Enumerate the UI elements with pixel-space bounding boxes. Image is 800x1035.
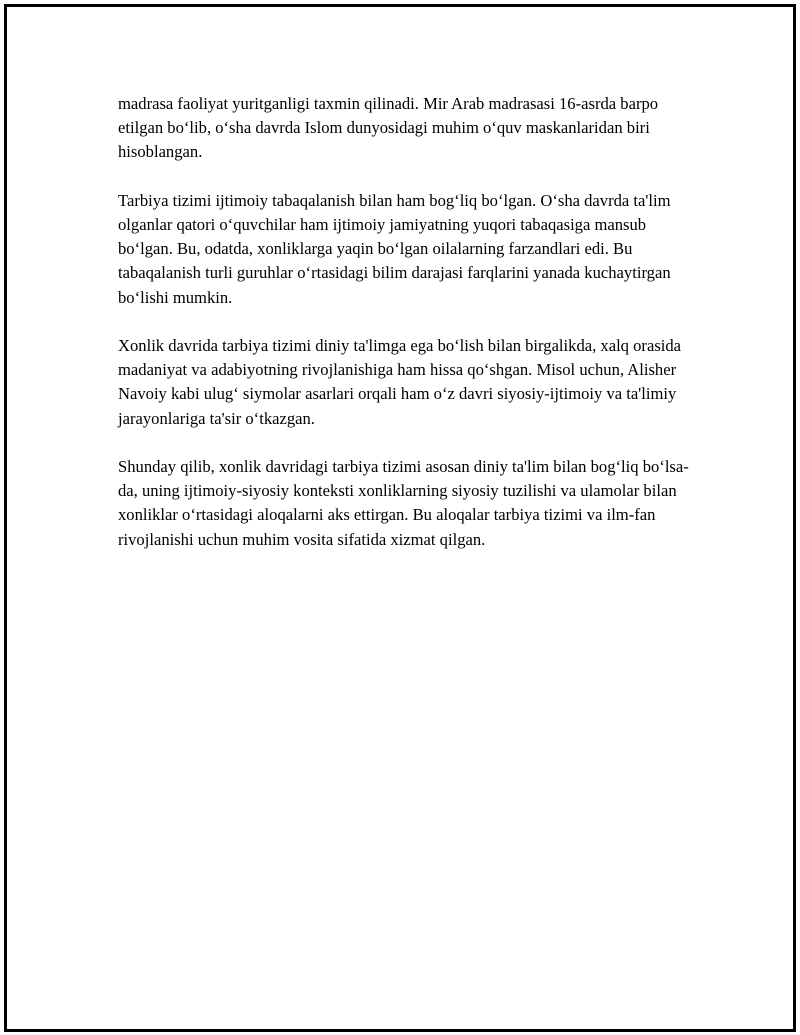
document-body — [118, 92, 698, 576]
paragraph-3: Xonlik davrida tarbiya tizimi diniy ta'limga ega bo‘lish bilan birgalikda, xalq orasida madaniyat va adabiyotning rivojlanishiga ham hissa qo‘shgan. Misol uchun, Alisher Navoiy kabi ulug‘ siymolar asarlari orqali ham o‘z davri siyosiy-ijtimoiy va ta'limiy jarayonlariga ta'sir o‘tkazgan. — [118, 336, 682, 428]
paragraph-4: Shunday qilib, xonlik davridagi tarbiya tizimi asosan diniy ta'lim bilan bog‘liq bo‘lsa-da, uning ijtimoiy-siyosiy konteksti xonliklarning siyosiy tuzilishi va ulamolar bilan xonliklar o‘rtasidagi aloqalarni aks ettirgan. Bu aloqalar tarbiya tizimi va ilm-fan rivojlanishi uchun muhim vosita sifatida xizmat qilgan. — [118, 457, 689, 549]
paragraph-1: madrasa faoliyat yuritganligi taxmin qilinadi. Mir Arab madrasasi 16-asrda barpo etilgan bo‘lib, o‘sha davrda Islom dunyosidagi muhim o‘quv maskanlaridan biri hisoblangan. — [118, 94, 659, 162]
paragraph-2: Tarbiya tizimi ijtimoiy tabaqalanish bilan ham bog‘liq bo‘lgan. O‘sha davrda ta'lim olganlar qatori o‘quvchilar ham ijtimoiy jamiyatning yuqori tabaqasiga mansub bo‘lgan. Bu, odatda, xonliklarga yaqin bo‘lgan oilalarning farzandlari edi. Bu tabaqalanish turli guruhlar o‘rtasidagi bilim darajasi farqlarini yanada kuchaytirgan bo‘lishi mumkin. — [118, 190, 671, 307]
